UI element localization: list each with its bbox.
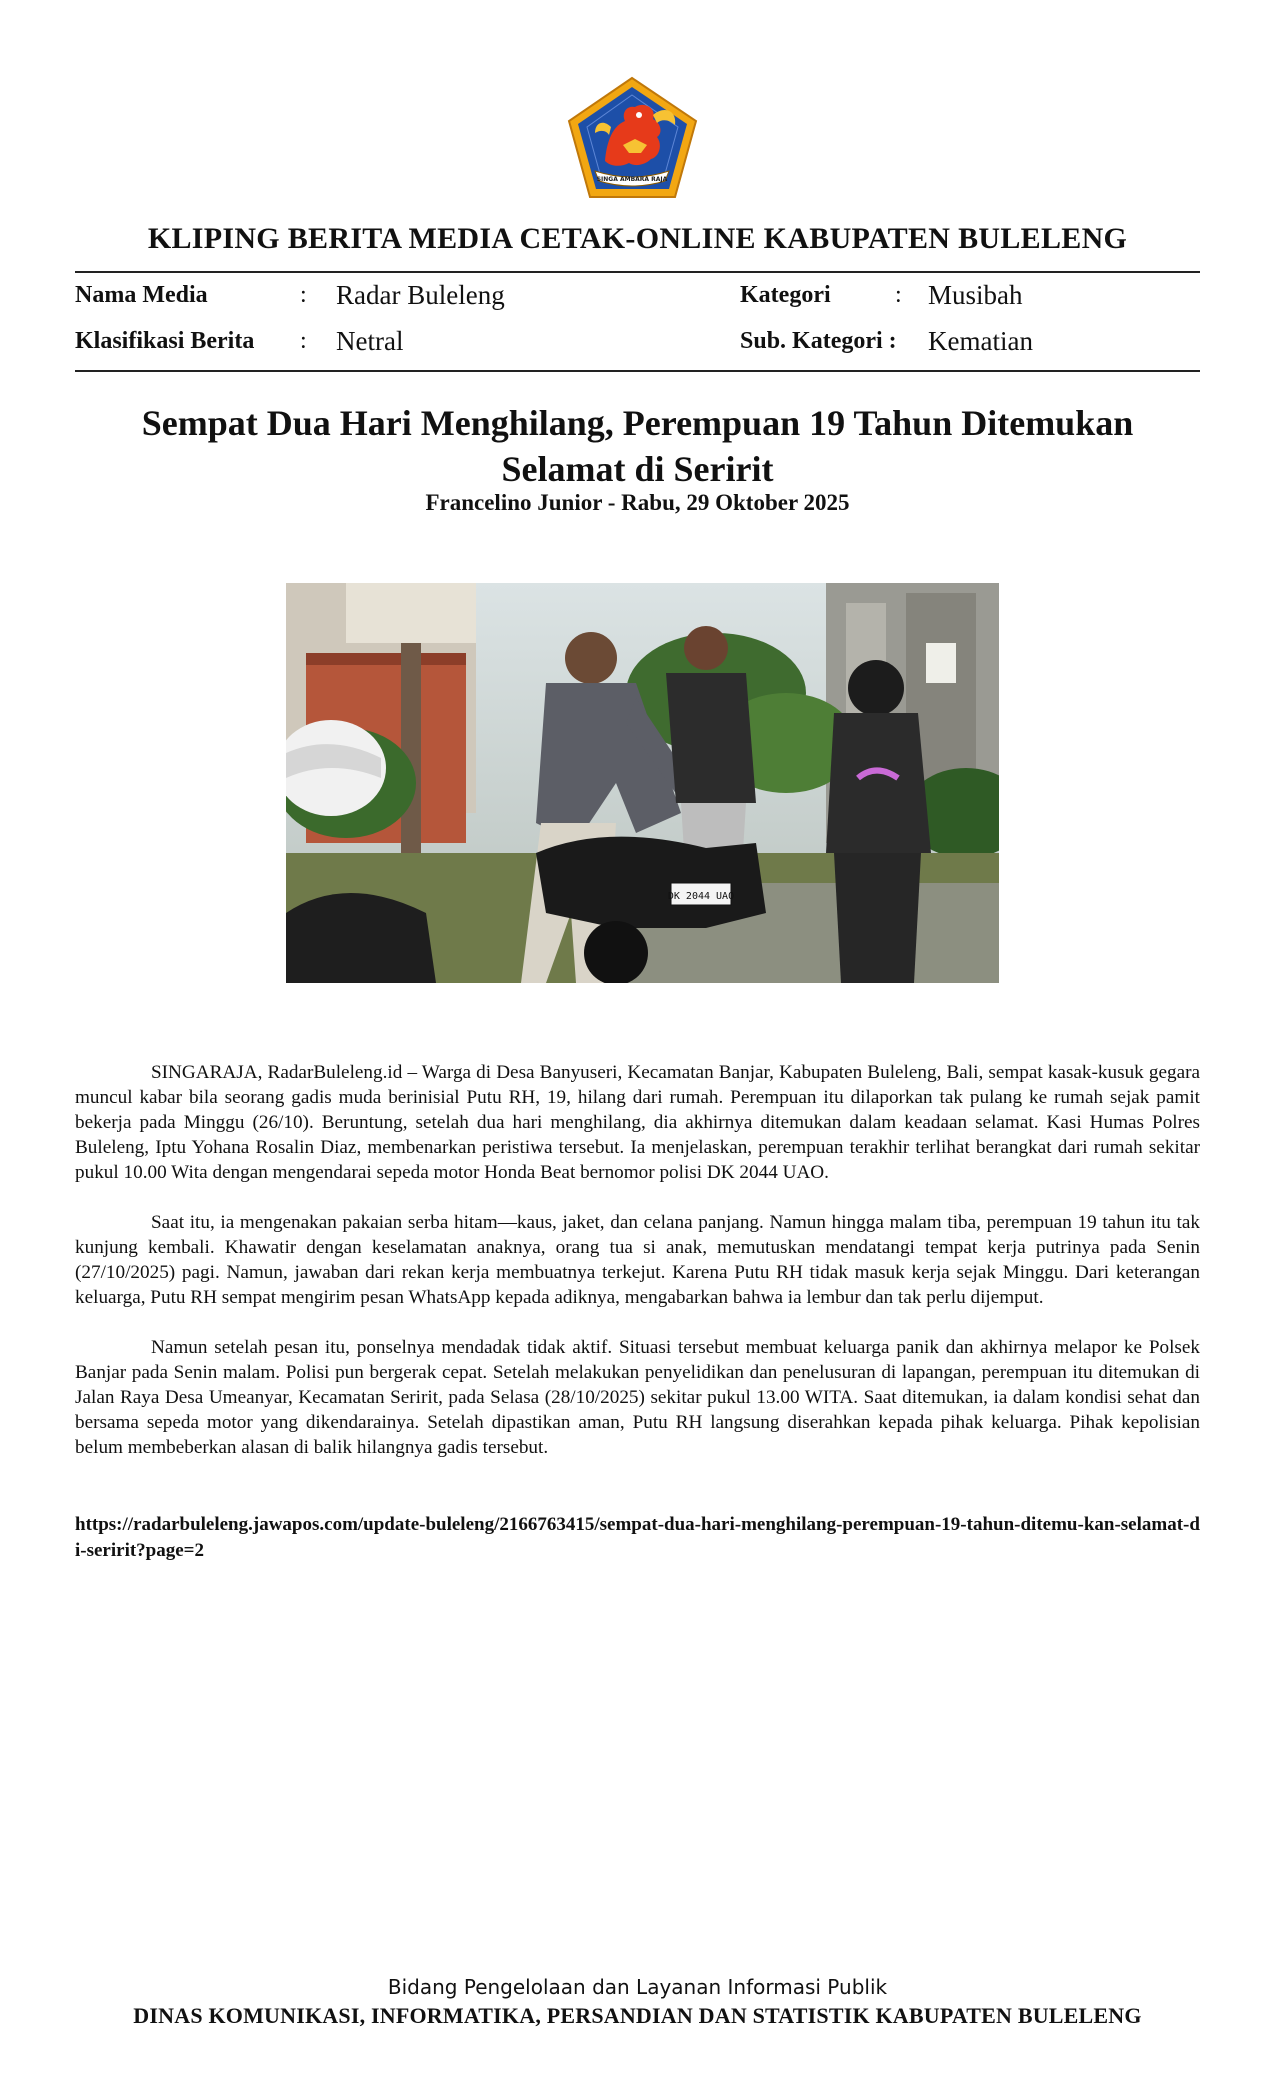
classification-label: Klasifikasi Berita	[75, 328, 255, 354]
category-label: Kategori	[740, 282, 831, 308]
header-bottom-rule	[75, 370, 1200, 372]
article-paragraph: SINGARAJA, RadarBuleleng.id – Warga di Desa Banyuseri, Kecamatan Banjar, Kabupaten Buleleng, Bali, sempat kasak-kusuk gegara muncul kabar bila seorang gadis muda berinisial Putu RH, 19, hilang dari rumah. Perempuan itu dilaporkan tak pulang ke rumah sejak pamit bekerja pada Minggu (26/10). Beruntung, setelah dua hari menghilang, dia akhirnya ditemukan dalam keadaan selamat. Kasi Humas Polres Buleleng, Iptu Yohana Rosalin Diaz, membenarkan peristiwa tersebut. Ia menjelaskan, perempuan terakhir terlihat berangkat dari rumah sekitar pukul 10.00 Wita dengan mengendarai sepeda motor Honda Beat bernomor polisi DK 2044 UAO.	[75, 1062, 1200, 1183]
category-colon: :	[895, 282, 902, 308]
page-header-title: KLIPING BERITA MEDIA CETAK-ONLINE KABUPATEN BULELENG	[147, 222, 1128, 255]
article-byline: Francelino Junior - Rabu, 29 Oktober 2025	[425, 490, 850, 515]
article-paragraph: Saat itu, ia mengenakan pakaian serba hitam—kaus, jaket, dan celana panjang. Namun hingga malam tiba, perempuan 19 tahun itu tak kunjung kembali. Khawatir dengan keselamatan anaknya, orang tua si anak, memutuskan mendatangi tempat kerja putrinya pada Senin (27/10/2025) pagi. Namun, jawaban dari rekan kerja membuatnya terkejut. Karena Putu RH tidak masuk kerja sejak Minggu. Dari keterangan keluarga, Putu RH sempat mengirim pesan WhatsApp kepada adiknya, mengabarkan bahwa ia lembur dan tak perlu dijemput.	[75, 1212, 1200, 1308]
emblem-motto-text: SINGA AMBARA RAJA	[596, 176, 668, 183]
buleleng-emblem-logo	[565, 75, 700, 200]
classification-colon: :	[300, 328, 307, 354]
subcategory-label: Sub. Kategori :	[740, 328, 897, 354]
license-plate-text: DK 2044 UAO	[667, 891, 735, 902]
source-link[interactable]: https://radarbuleleng.jawapos.com/update-buleleng/2166763415/sempat-dua-hari-menghilang-perempuan-19-tahun-ditemu-kan-selamat-di-seririt?page=2	[75, 1514, 1200, 1561]
classification-value: Netral	[336, 326, 404, 356]
subcategory-value: Kematian	[928, 326, 1033, 356]
article-paragraph: Namun setelah pesan itu, ponselnya mendadak tidak aktif. Situasi tersebut membuat keluarga panik dan akhirnya melapor ke Polsek Banjar pada Senin malam. Polisi pun bergerak cepat. Setelah melakukan penyelidikan dan penelusuran di lapangan, perempuan itu ditemukan di Jalan Raya Desa Umeanyar, Kecamatan Seririt, pada Selasa (28/10/2025) sekitar pukul 13.00 WITA. Saat ditemukan, ia dalam kondisi sehat dan bersama sepeda motor yang dikendarainya. Setelah dipastikan aman, Putu RH langsung diserahkan kepada pihak keluarga. Pihak kepolisian belum membeberkan alasan di balik hilangnya gadis tersebut.	[75, 1337, 1200, 1458]
news-photo	[286, 583, 999, 983]
media-name-label: Nama Media	[75, 282, 208, 308]
article-body	[75, 1060, 1200, 1485]
media-name-colon: :	[300, 282, 307, 308]
media-name-value: Radar Buleleng	[336, 280, 505, 310]
footer-agency: DINAS KOMUNIKASI, INFORMATIKA, PERSANDIAN DAN STATISTIK KABUPATEN BULELENG	[133, 2003, 1142, 2028]
article-title: Sempat Dua Hari Menghilang, Perempuan 19 Tahun Ditemukan Selamat di Seririt	[141, 403, 1134, 489]
footer-department: Bidang Pengelolaan dan Layanan Informasi Publik	[387, 1975, 888, 1999]
header-top-rule	[75, 271, 1200, 273]
category-value: Musibah	[928, 280, 1023, 310]
